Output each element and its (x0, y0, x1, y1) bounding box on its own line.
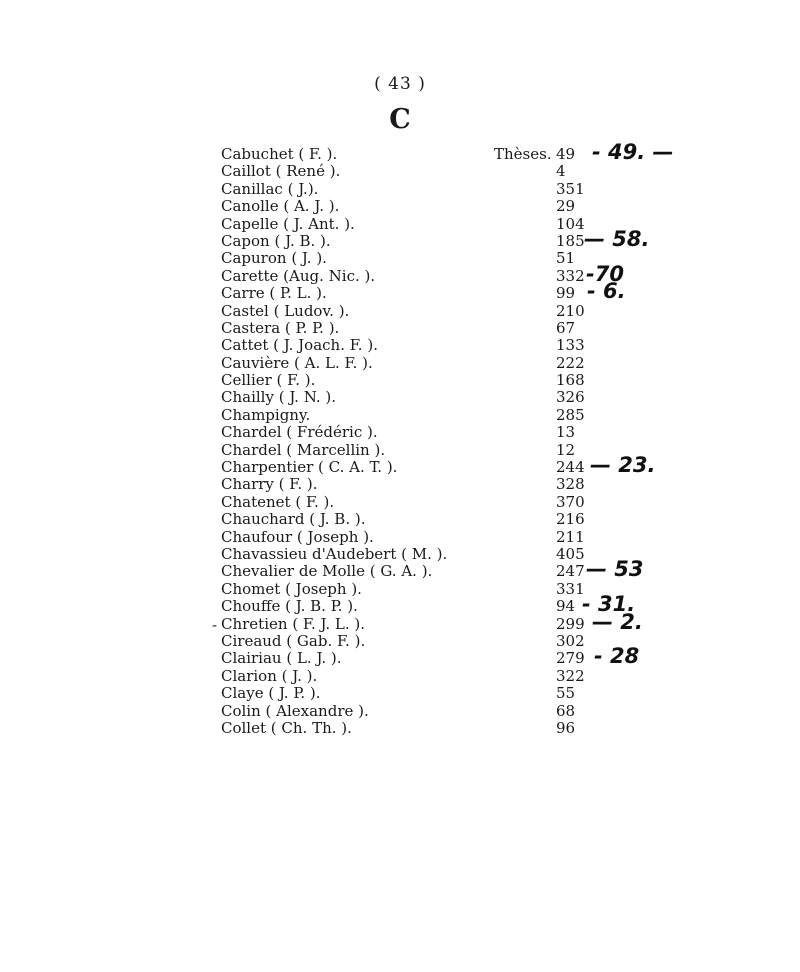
entry-name: Clairiau ( L. J. ). (221, 649, 342, 668)
entry-name: Claye ( J. P. ). (221, 684, 321, 703)
index-entry (0, 511, 800, 528)
index-entry (0, 389, 800, 406)
theses-column-label: Thèses. (494, 145, 552, 163)
thesis-number: 94 (556, 597, 576, 616)
index-entry (0, 546, 800, 563)
thesis-number: 12 (556, 440, 576, 459)
entry-name: Canillac ( J.). (221, 179, 319, 198)
thesis-number: 326 (556, 388, 585, 407)
index-entry (0, 476, 800, 493)
thesis-number: 279 (556, 649, 585, 668)
handwritten-annotation: — 2. (592, 609, 643, 634)
entry-name: Chardel ( Frédéric ). (221, 423, 378, 442)
thesis-number: 332 (556, 266, 585, 285)
entry-name: Chomet ( Joseph ). (221, 579, 362, 598)
entry-name: Chavassieu d'Audebert ( M. ). (221, 544, 448, 563)
thesis-number: 99 (556, 284, 576, 303)
handwritten-annotation: — 58. (584, 226, 650, 251)
thesis-number: 168 (556, 371, 585, 390)
handwritten-annotation: - 49. — (592, 140, 674, 164)
thesis-number: 222 (556, 353, 585, 372)
index-entry (0, 494, 800, 511)
entry-name: Collet ( Ch. Th. ). (221, 718, 352, 737)
entry-name: Chouffe ( J. B. P. ). (221, 597, 358, 616)
thesis-number: 29 (556, 197, 576, 216)
thesis-number: 185 (556, 231, 585, 250)
thesis-number: 216 (556, 510, 585, 529)
thesis-number: 322 (556, 666, 585, 685)
entry-name: Chaufour ( Joseph ). (221, 527, 374, 546)
index-entry (0, 372, 800, 389)
index-entry (0, 668, 800, 685)
thesis-number: 370 (556, 492, 585, 511)
thesis-number: 4 (556, 162, 566, 181)
index-entry (0, 529, 800, 546)
handwritten-annotation: - 6. (587, 279, 626, 304)
entry-name: Carette (Aug. Nic. ). (221, 266, 376, 285)
index-list (0, 140, 800, 737)
index-entry (0, 685, 800, 702)
entry-name: Clarion ( J. ). (221, 666, 318, 685)
index-entry (0, 163, 800, 180)
entry-name: Charpentier ( C. A. T. ). (221, 458, 398, 477)
thesis-number: 299 (556, 614, 585, 633)
index-entry (0, 557, 800, 582)
thesis-number: 302 (556, 631, 585, 650)
index-entry (0, 581, 800, 598)
entry-name: Colin ( Alexandre ). (221, 701, 369, 720)
thesis-number: 55 (556, 684, 576, 703)
entry-name: Capelle ( J. Ant. ). (221, 214, 355, 233)
handwritten-annotation: — 23. (590, 453, 656, 478)
margin-dash-mark: - (212, 615, 218, 634)
thesis-number: 244 (556, 458, 585, 477)
entry-name: Canolle ( A. J. ). (221, 197, 340, 216)
index-entry (0, 181, 800, 198)
thesis-number: 351 (556, 179, 585, 198)
index-entry (0, 198, 800, 215)
index-entry (0, 337, 800, 354)
thesis-number: 285 (556, 405, 585, 424)
thesis-number: 68 (556, 701, 576, 720)
thesis-number: 104 (556, 214, 585, 233)
index-entry (0, 644, 800, 669)
entry-name: Castera ( P. P. ). (221, 318, 340, 337)
index-entry (0, 261, 800, 286)
index-entry (0, 633, 800, 650)
thesis-number: 405 (556, 544, 585, 563)
index-entry (0, 250, 800, 267)
index-entry (0, 407, 800, 424)
handwritten-annotation: — 53 (586, 557, 644, 582)
index-entry (0, 424, 800, 441)
handwritten-annotation: - 31. (582, 592, 636, 617)
entry-name: Chretien ( F. J. L. ). (221, 614, 366, 633)
thesis-number: 331 (556, 579, 585, 598)
entry-name: Cellier ( F. ). (221, 371, 316, 390)
entry-name: Capon ( J. B. ). (221, 231, 331, 250)
entry-name: Chatenet ( F. ). (221, 492, 335, 511)
index-entry (0, 303, 800, 320)
thesis-number: 96 (556, 718, 576, 737)
index-entry (0, 216, 800, 233)
entry-name: Carre ( P. L. ). (221, 284, 327, 303)
entry-name: Chevalier de Molle ( G. A. ). (221, 562, 433, 581)
page-number: ( 43 ) (374, 74, 426, 94)
thesis-number: 210 (556, 301, 585, 320)
index-entry (0, 226, 800, 251)
entry-name: Caillot ( René ). (221, 162, 341, 181)
index-entry (0, 140, 800, 164)
entry-name: Castel ( Ludov. ). (221, 301, 350, 320)
thesis-number: 13 (556, 423, 576, 442)
thesis-number: 247 (556, 562, 585, 581)
entry-name: Capuron ( J. ). (221, 249, 327, 268)
entry-name: Cireaud ( Gab. F. ). (221, 631, 366, 650)
thesis-number: 328 (556, 475, 585, 494)
thesis-number: 49 (556, 145, 576, 163)
entry-name: Charry ( F. ). (221, 475, 318, 494)
thesis-number: 133 (556, 336, 585, 355)
handwritten-annotation: -70 (586, 261, 624, 286)
index-entry (0, 355, 800, 372)
entry-name: Chardel ( Marcellin ). (221, 440, 386, 459)
thesis-number: 211 (556, 527, 585, 546)
entry-name: Cabuchet ( F. ). (221, 145, 338, 163)
index-entry (0, 703, 800, 720)
entry-name: Cattet ( J. Joach. F. ). (221, 336, 378, 355)
entry-name: Cauvière ( A. L. F. ). (221, 353, 373, 372)
index-entry (0, 592, 800, 617)
index-entry (0, 320, 800, 337)
section-letter: C (389, 104, 411, 135)
thesis-number: 51 (556, 249, 576, 268)
handwritten-annotation: - 28 (594, 644, 640, 669)
entry-name: Chauchard ( J. B. ). (221, 510, 366, 529)
index-entry (0, 279, 800, 304)
index-entry (0, 442, 800, 459)
entry-name: Chailly ( J. N. ). (221, 388, 337, 407)
thesis-number: 67 (556, 318, 576, 337)
entry-name: Champigny. (221, 405, 311, 424)
index-entry (0, 609, 800, 634)
index-entry (0, 720, 800, 737)
index-entry (0, 453, 800, 478)
